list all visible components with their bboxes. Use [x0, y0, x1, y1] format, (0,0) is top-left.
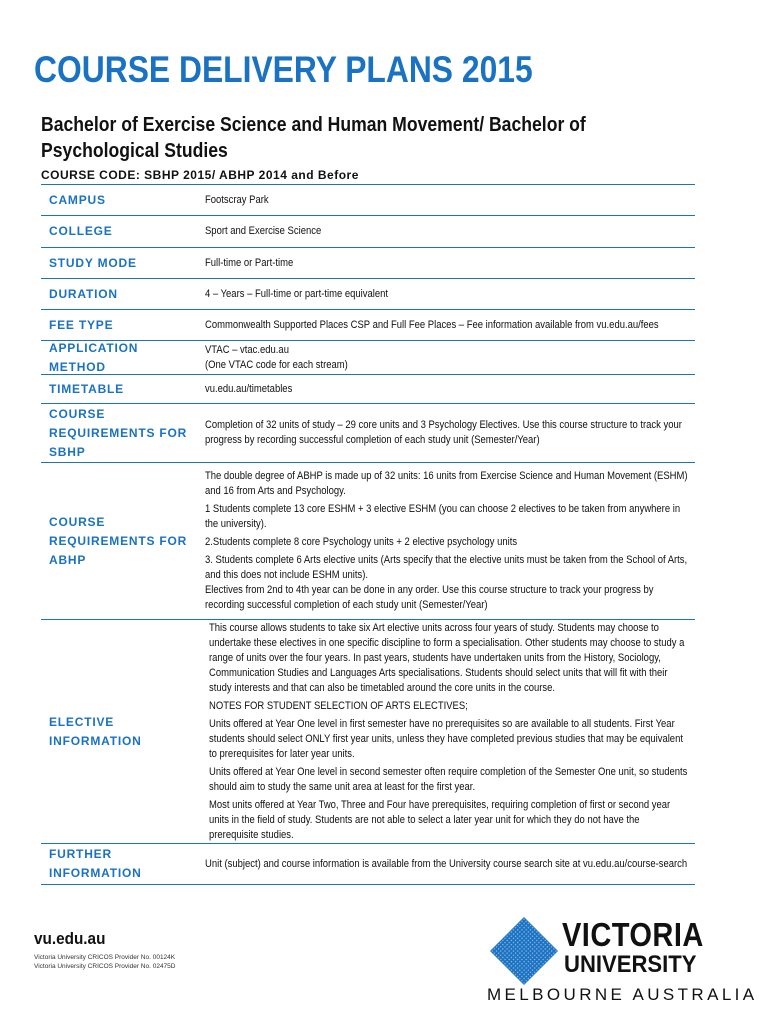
row-value: Full-time or Part-time [205, 256, 294, 269]
table-row-study-mode [41, 248, 695, 279]
table-row-requirements-sbhp [41, 404, 695, 463]
table-row-college [41, 216, 695, 248]
table-row-campus [41, 185, 695, 216]
table-row-duration [41, 279, 695, 310]
row-value: Sport and Exercise Science [205, 225, 322, 237]
row-value: Footscray Park [205, 193, 269, 206]
row-value: vu.edu.au/timetables [205, 382, 293, 395]
row-value: The double degree of ABHP is made up of 32 units: 16 units from Exercise Science and Human Movement (ESHM) and 16 from Arts and Psychology. 1 Students complete 13 core ESHM + 3 elective ESHM (you can choose 2 electives to be taken from anywhere in the university). 2.Students complete 8 core Psychology units + 2 elective psychology units 3. Students complete 6 Arts elective units (Arts specify that the elective units must be taken from the School of Arts, and this does not include ESHM units). Electives from 2nd to 4th year can be done in any order. Use this course structure to track your progress by recording successful completion of each study unit (Semester/Year) [205, 470, 688, 611]
row-label: ELECTIVE INFORMATION [49, 714, 142, 748]
table-row-further-information [41, 844, 695, 885]
row-label: STUDY MODE [49, 255, 137, 270]
row-label: TIMETABLE [49, 381, 124, 396]
row-value: Unit (subject) and course information is available from the University course search site at vu.edu.au/course-search [205, 857, 688, 870]
vu-diamond-logo-icon [488, 915, 560, 987]
table-row-elective-information [41, 620, 695, 844]
row-value: VTAC – vtac.edu.au (One VTAC code for each stream) [205, 343, 348, 371]
logo-wordmark-university: UNIVERSITY [564, 951, 697, 978]
course-code: COURSE CODE: SBHP 2015/ ABHP 2014 and Before [41, 168, 359, 182]
row-label: CAMPUS [49, 192, 106, 207]
course-name: Bachelor of Exercise Science and Human Movement/ Bachelor of Psychological Studies [41, 114, 586, 162]
logo-wordmark-victoria: VICTORIA [562, 916, 704, 953]
row-label: FEE TYPE [49, 317, 114, 332]
table-row-timetable [41, 375, 695, 404]
row-label: FURTHER INFORMATION [49, 847, 142, 880]
table-row-application-method [41, 341, 695, 375]
logo-tagline: MELBOURNE AUSTRALIA [487, 985, 758, 1004]
row-value: Commonwealth Supported Places CSP and Full Fee Places – Fee information available from vu.edu.au/fees [205, 318, 659, 331]
row-label: COLLEGE [49, 224, 113, 238]
table-row-fee-type [41, 310, 695, 341]
row-label: COURSE REQUIREMENTS FOR ABHP [49, 514, 188, 567]
cricos-notice: Victoria University CRICOS Provider No. 00124K Victoria University CRICOS Provider No. 02475D [34, 954, 176, 970]
row-label: DURATION [49, 286, 118, 301]
course-info-table [41, 184, 695, 885]
table-row-requirements-abhp [41, 463, 695, 620]
row-label: COURSE REQUIREMENTS FOR SBHP [49, 406, 188, 459]
page-title: COURSE DELIVERY PLANS 2015 [34, 49, 533, 90]
row-value: 4 – Years – Full-time or part-time equivalent [205, 287, 388, 300]
row-label: APPLICATION METHOD [49, 340, 139, 374]
row-value: This course allows students to take six Art elective units across four years of study. Students may choose to undertake these electives in one specific discipline to form a specialisation. Other students may choose to study a range of units over the four years. In past years, students have undertaken units from the History, Sociology, Communication Studies and Languages Arts specialisations. Students should select units that will fit with their study interests and that can also be timetabled around the core units in the course. NOTES FOR STUDENT SELECTION OF ARTS ELECTIVES; Units offered at Year One level in first semester have no prerequisites so are available to all students. First Year students should select ONLY first year units, unless they have completed previous studies that may be equivalent to prerequisites for later year units. Units offered at Year One level in second semester often require completion of the Semester One unit, so students should aim to study the same unit area at least for the first year. Most units offered at Year Two, Three and Four have prerequisites, requiring completion of first or second year units in the field of study. Students are not able to select a later year unit for which they do not have the prerequisite studies. [209, 621, 688, 841]
row-value: Completion of 32 units of study – 29 core units and 3 Psychology Electives. Use this course structure to track your progress by recording successful completion of each study unit (Semester/Year) [205, 419, 682, 446]
footer-website-link[interactable]: vu.edu.au [34, 929, 106, 948]
